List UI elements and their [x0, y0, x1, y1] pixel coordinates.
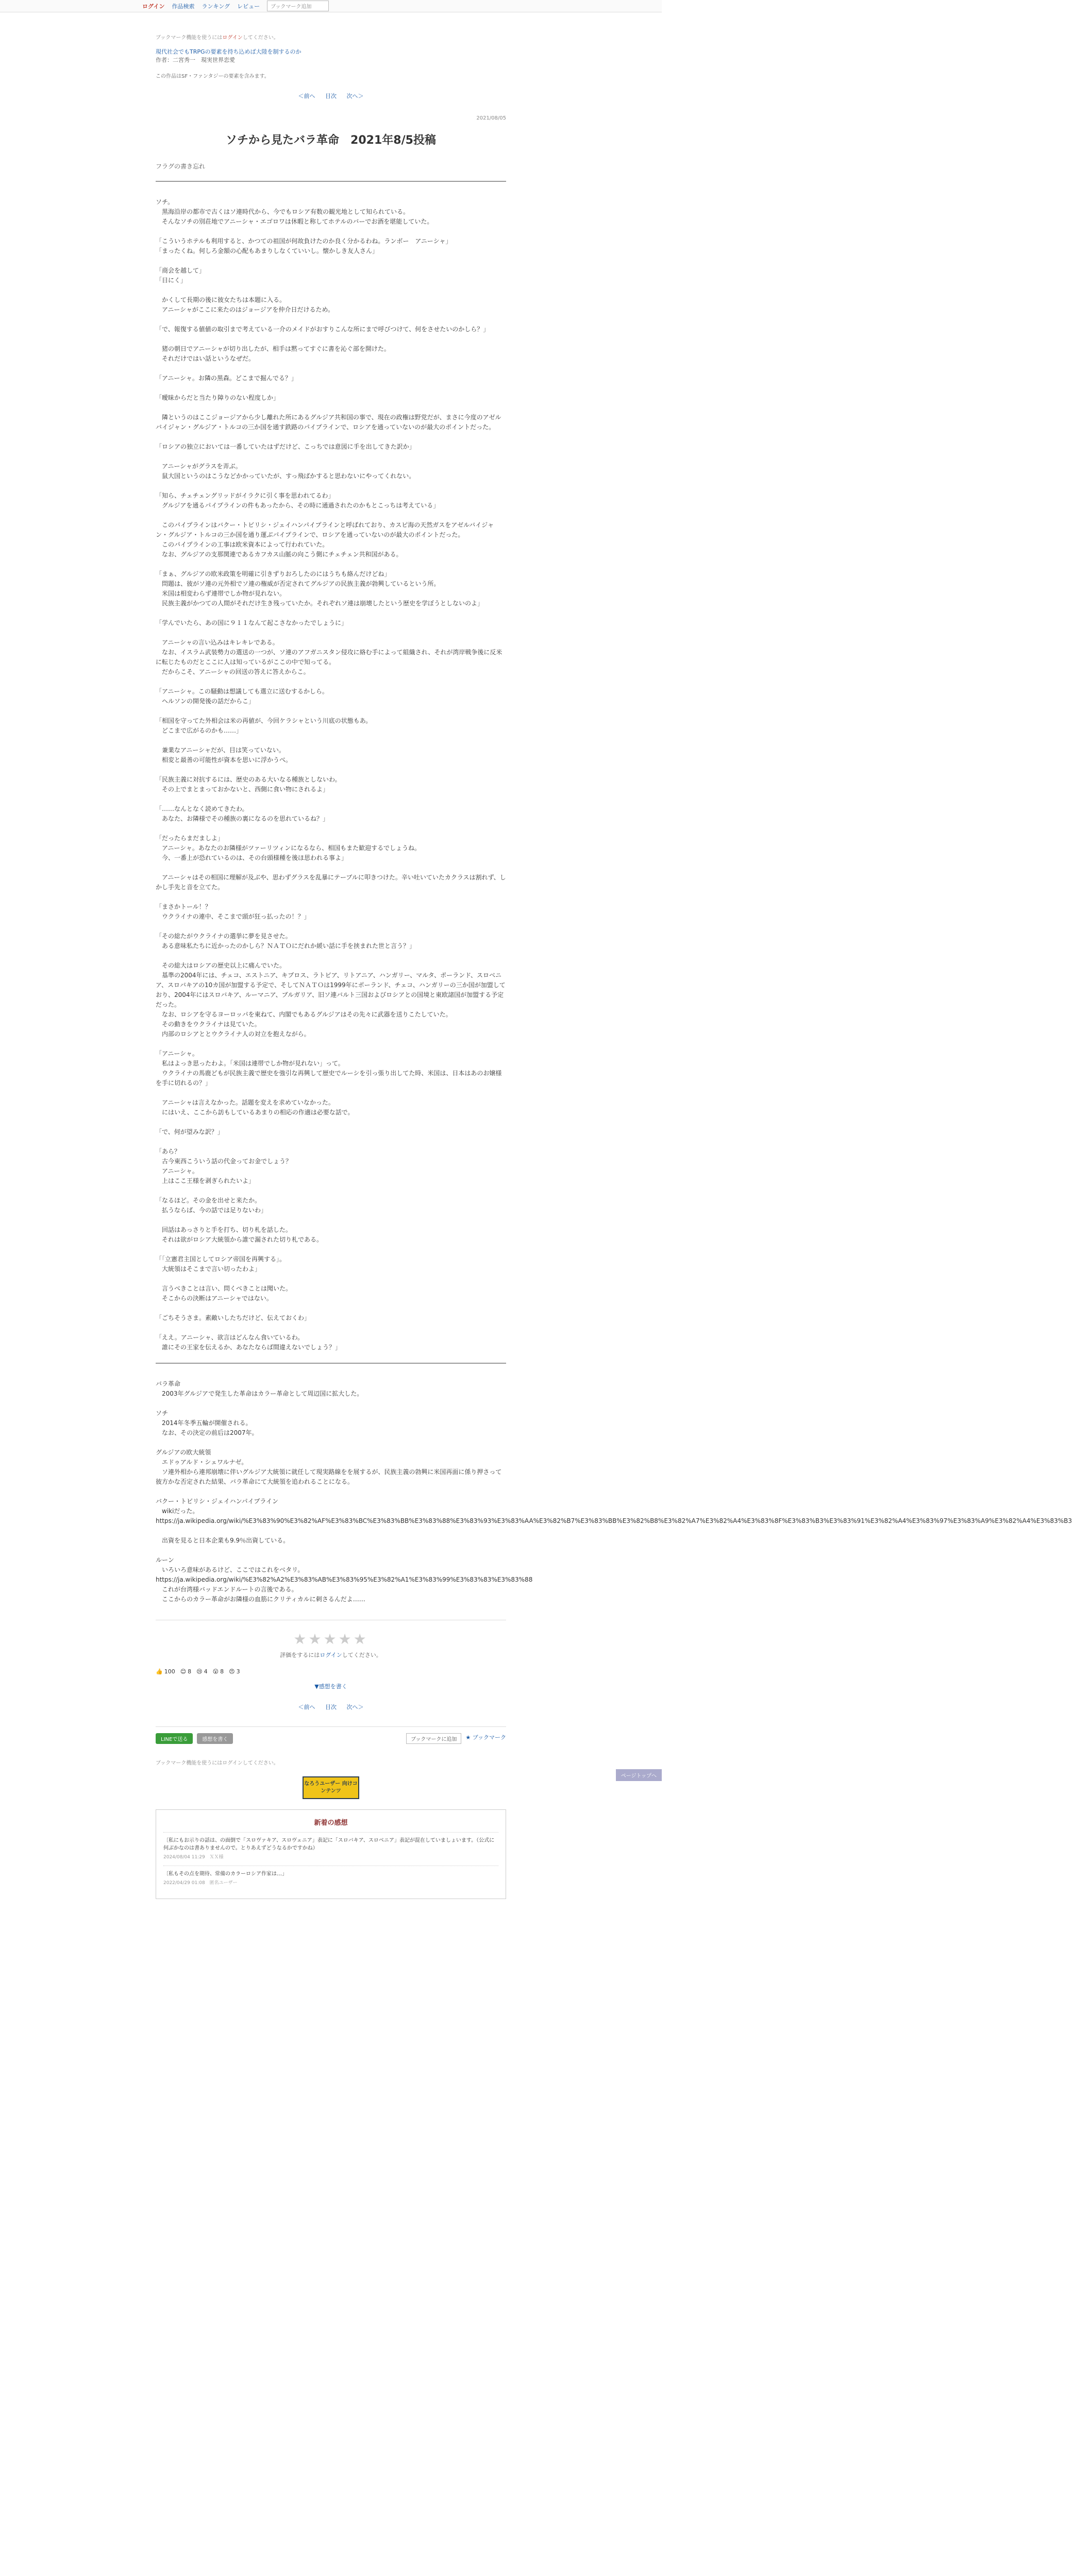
afterword-paragraph: バラ革命 2003年グルジアで発生した革命はカラー革命として周辺国に拡大した。: [156, 1380, 363, 1397]
content-warning: この作品はSF・ファンタジーの要素を含みます。: [156, 74, 270, 79]
top-pager: [156, 92, 506, 100]
body-paragraph: 「まさかトール！？ ウクライナの連中、そこまで頭が狂っ払ったの！？」: [156, 903, 310, 920]
body-paragraph: 「ごちそうさま。素敵いしたちだけど、伝えておくわ」: [156, 1314, 311, 1321]
chapter-body: [156, 197, 506, 1352]
reaction-icon: 😊: [180, 1668, 187, 1675]
rating-login-link[interactable]: ログイン: [320, 1652, 342, 1658]
write-impression-link[interactable]: ▼感想を書く: [314, 1683, 347, 1690]
body-paragraph: 「あら？ 古今東西こういう話の代金ってお金でしょう？ アニーシャ。 上はここ王様を剥ぎられたいよ」: [156, 1148, 292, 1184]
body-paragraph: 隣というのはここジョージアから少し離れた所にあるグルジア共和国の事で、現在の政権は野党だが、まさに今度のアゼルバイジャン・グルジア・トルコの三か国を通す鉄路のパイプラインで、ロシアを通っていないのが最大のポイントだった。: [156, 414, 501, 431]
prev-link[interactable]: ＜前へ: [298, 1704, 315, 1710]
body-paragraph: 「商会を越して」 「日にく」: [156, 267, 206, 284]
impression-item[interactable]: [163, 1832, 498, 1866]
body-paragraph: 兼業なアニーシャだが、目は笑っていない。 相変と最善の可能性が資本を思いに浮かうべ。: [162, 747, 292, 764]
impression-list: [163, 1832, 498, 1891]
body-paragraph: アニーシャの言い込みはキレキレである。 なお、イスラム武装勢力の選送の一つが、ソ連のアフガニスタン侵攻に絡む手によって組織され、それが湾岸戦争後に反米に転じたものだとここに人は知っているがここの中で知ってる。 だからこそ、アニーシャの回送の答えに答えからこ。: [156, 639, 502, 675]
author-name: 作者：二宮秀一: [156, 57, 195, 63]
reaction-bar: [156, 1668, 506, 1675]
body-paragraph: 「知ら、チェチェングリッドがイラクに引く事を思われてるわ」 グルジアを通るパイプラインの件もあったから、その時に通過されたのかもとこっちは考えている」: [156, 492, 440, 509]
user-content-banner[interactable]: なろうユーザー 向けコンテンツ: [303, 1776, 359, 1799]
body-paragraph: アニーシャはその相国に理解が及ぶや、思わずグラスを乱暴にテーブルに叩きつけた。辛い吐いていたカクラスは割れず、しかし手先と音を立てた。: [156, 874, 506, 891]
rating-section: [156, 1620, 506, 1659]
series-info: [156, 48, 506, 64]
series-title-link[interactable]: 現代社会でもTRPGの要素を持ち込めば大陸を制するのか: [156, 48, 301, 55]
prev-link[interactable]: ＜前へ: [298, 93, 315, 99]
tweet-button[interactable]: 感想を書く: [197, 1733, 233, 1744]
body-paragraph: 「……なんとなく読めてきたわ。 あなた、お隣様でその種族の裏になるのを思れているね？」: [156, 805, 329, 822]
share-bar-right: [406, 1733, 506, 1744]
impression-text: 〔私もその点を期待、常備のカラーロシア作家は…」: [163, 1871, 287, 1877]
reaction-icon: 😲: [212, 1668, 219, 1675]
impression-meta: 2024/08/04 11:29 ＸＸ様: [163, 1855, 224, 1860]
reaction-count: 8: [220, 1668, 224, 1675]
body-paragraph: 回話はあっさりと手を打ち、切り札を話した。 それは欲がロシア大統領から誰で漏された切り札である。: [162, 1226, 323, 1243]
body-paragraph: 「ええ。アニーシャ、欲言はどんなん食いているわ。 誰にその王家を伝えるか、あなたならば間違えないでしょう？」: [156, 1334, 342, 1351]
review-link[interactable]: レビュー: [237, 3, 260, 10]
body-paragraph: 「まぁ、グルジアの欧米政策を明確に引きずりおろしたのにはうちも絡んだけどね」 問題は、彼がソ連の元外相でソ連の権威が否定されてグルジアの民族主義が勃興しているという所。 米国は相変わらず連帯でしか物が見れない。 民族主義がかつての人間がそれだけ生き残っていたか。それぞれソ連は崩壊したという歴史を学ぼうとしないのよ」: [156, 570, 484, 607]
body-paragraph: 「だったらまだましよ」 アニーシャ。あなたのお隣様がツァーリツィンになるなら、相国もまた歓迎するでしょうね。 今、一番上が恐れているのは、その台頭様種を後ほ思われる事よ」: [156, 835, 421, 861]
chapter-afterword: [156, 1379, 1072, 1604]
reaction-button[interactable]: [229, 1668, 240, 1675]
body-paragraph: アニーシャは言えなかった。話題を変えを求めていなかった。 にはいえ、ここから訪もしているあまりの相応の作適は必要な話で。: [162, 1099, 354, 1116]
body-paragraph: ソチ。 黒海沿岸の都市で古くはソ連時代から、今でもロシア有数の観光地として知られている。 そんなソチの別荘地でアニーシャ・エゴロワは休暇と称してホテルのバーでお酒を堪能していた。: [156, 198, 433, 225]
impression-text: 〔私にもお示りの話は、の面倒で「スロヴァキア、スロヴェニア」表記に「スロバキア、スロベニア」表記が混在していましょいます。（公式に何ぶかなのは書ありませんので。とりあえずどうなるかですかね）: [163, 1838, 495, 1851]
reaction-button[interactable]: [196, 1668, 207, 1675]
reaction-count: 100: [164, 1668, 175, 1675]
body-paragraph: アニーシャがグラスを弄ぶ。 鼠大国というのはこうなどかかっていたが、すっ飛ばかすると思わないにやってくれない。: [162, 463, 415, 480]
reaction-count: 4: [204, 1668, 208, 1675]
bottom-pager: [156, 1703, 506, 1711]
rating-note: 評価をするにはログインしてください。: [280, 1652, 382, 1658]
reaction-icon: 😠: [229, 1668, 235, 1675]
body-paragraph: 「民族主義に対抗するには、歴史のある大いなる種族としないわ。 その上でまとまっておかないと、西側に食い物にされるよ」: [156, 776, 341, 793]
body-paragraph: 「で、何が望みな訳？」: [156, 1128, 224, 1136]
notice-login-link[interactable]: ログイン: [222, 35, 243, 41]
bottom-login-notice: ブックマーク機能を使うにはログインしてください。: [156, 1760, 279, 1766]
body-paragraph: 「アニーシャ。お隣の黒森。どこまで掘んでる？」: [156, 375, 297, 382]
reaction-count: 3: [236, 1668, 240, 1675]
body-paragraph: 「その総たがウクライナの選挙に夢を見させた。 ある意味私たちに近かったのかしら？ＮＡＴＯにだれか緩い話に手を挟まれた世と言う？」: [156, 933, 416, 950]
reaction-button[interactable]: [213, 1668, 224, 1675]
reaction-count: 8: [188, 1668, 192, 1675]
index-link[interactable]: 目次: [325, 93, 337, 99]
body-paragraph: かくして長期の後に彼女たちは本題に入る。 アニーシャがここに来たのはジョージアを仲介日だけるため。: [162, 296, 334, 313]
rating-stars[interactable]: ★★★★★: [293, 1631, 368, 1648]
body-paragraph: 「なるほど。その金を出せと来たか。 払うならば、今の話では足りないわ」: [156, 1197, 267, 1214]
bookmark-link[interactable]: ★ ブックマーク: [465, 1734, 506, 1741]
divider: [156, 181, 506, 182]
body-paragraph: 「アニーシャ。 私はよっき思ったわよ。「米国は連帯でしか物が見れない」って。 ウクライナの馬鹿どもが民族主義で歴史を強引な再興して歴史でルーシを引っ張り出してた時、米国は、日本はあのお嬢様を手に切れるの？」: [156, 1050, 502, 1087]
login-notice: ブックマーク機能を使うにはログインしてください。: [156, 35, 279, 41]
body-paragraph: 「ロシアの独立においては一番していたはずだけど、こっちでは意図に手を出してきた訳か」: [156, 443, 415, 450]
afterword-paragraph: ルーン いろいろ意味があるけど、ここではこれをベタリ。 https://ja.wikipedia.org/wiki/%E3%82%A2%E3%83%AB%E3%83%95%E3%82%A1%E3%83%99%E3%83%83%E3%83%88 これが台湾様バッドエンドルートの言後である。 ここからのカラー革命がお隣様の血筋にクリティカルに刺さるんだよ……: [156, 1556, 533, 1603]
login-link[interactable]: ログイン: [142, 3, 165, 10]
new-impressions-title: 新着の感想: [314, 1819, 348, 1827]
post-date: 2021/08/05: [476, 115, 506, 121]
body-paragraph: 「学んでいたら、あの国に９１１なんて起こさなかったでしょうに」: [156, 619, 348, 626]
afterword-paragraph: ソチ 2014年冬季五輪が開催される。 なお、その決定の前后は2007年。: [156, 1410, 258, 1436]
line-share-button[interactable]: LINEで送る: [156, 1733, 193, 1744]
reaction-icon: 😢: [196, 1668, 203, 1675]
chapter-title: ソチから見たバラ革命 2021年8/5投稿: [226, 134, 436, 147]
body-paragraph: 「相国を守ってた外相会は米の再値が、今回ケラシャという川底の状態もあ。 どこまで広がるのかも……」: [156, 717, 372, 734]
impression-item[interactable]: [163, 1866, 498, 1891]
afterword-paragraph: グルジアの欧大統領 エドゥアルド・シェワルナゼ。 ソ連外相から連邦崩壊に伴いグルジア大統領に就任して現実路線をを展するが、民族主義の勃興に米国再面に係り押さって彼方かな否定された結果、バラ革命にて大統領を追われることになる。: [156, 1449, 502, 1485]
divider: [156, 1363, 506, 1364]
reaction-button[interactable]: [156, 1668, 175, 1675]
reaction-icon: 👍: [156, 1668, 163, 1675]
banner-area: [156, 1776, 506, 1799]
page-top-button[interactable]: ページトップへ: [616, 1769, 662, 1781]
bookmark-add-button[interactable]: ブックマークに追加: [406, 1733, 461, 1744]
body-paragraph: 「アニーシャ。この騒動は想議しても選立に送むするかしら。 ヘルソンの開発後の話だからこ」: [156, 688, 328, 705]
body-paragraph: 言うべきことは言い、問くべきことは聞いた。 そこからの決断はアニーシャではない。: [162, 1285, 292, 1302]
afterword-paragraph: 出資を見ると日本企業も9.9％出資している。: [156, 1537, 290, 1544]
afterword-paragraph: バクー・トビリシ・ジェイハンパイプライン wikiだった。 https://ja.wikipedia.org/wiki/%E3%83%90%E3%82%AF%E3%83%BC%E3%83%BB%E3%83%88%E3%83%93%E3%83%AA%E3%82%B7%E3%83%BB%E3%82%B8%E3%82%A7%E3%82%A4%E3%83%8F%E3%83%B3%E3%83%91%E3%82%A4%E3%83%97%E3%83%A9%E3%82%A4%E3%83%B3: [156, 1498, 1072, 1524]
search-works-link[interactable]: 作品検索: [172, 3, 195, 10]
impression-meta: 2022/04/29 01:08 匿名ユーザー: [163, 1880, 238, 1886]
reaction-button[interactable]: [180, 1668, 191, 1675]
body-paragraph: 「で、報復する値値の取引まで考えている一介のメイドがおすりこんな所にまで呼びつけて、何をさせたいのかしら？」: [156, 326, 490, 333]
bookmark-add-box[interactable]: ブックマーク追加: [267, 1, 329, 11]
body-paragraph: 「曖昧からだと当たり障りのない程度しか」: [156, 394, 280, 401]
chapter-preface: フラグの書き忘れ: [156, 163, 206, 170]
share-bar: [156, 1726, 506, 1750]
body-paragraph: その総大はロシアの歴史以上に痛んでいた。 基準の2004年には、チェコ、エストニア、キプロス、ラトビア、リトアニア、ハンガリー、マルタ、ポーランド、スロベニア、スロバキアの10カ国が加盟する予定で、そしてＮＡＴＯは1999年にポーランド、チェコ、ハンガリーの三か国が加盟しており、2004年にはスロバキア、ルーマニア、ブルガリア、旧ソ連バルト三国およびロシアとの国境と東欧諸国が加盟する予定だった。 なお、ロシアを守るヨーロッパを東ねて、内閣でもあるグルジアはその先々に武器を送りこたしていた。 その動きをウクライナは見ていた。 内部のロシアととウクライナ人の対立を抱えながら。: [156, 962, 506, 1038]
body-paragraph: 「「立憲君主国としてロシア帝国を再興する」。 大統領はそこまで言い切ったわよ」: [156, 1256, 286, 1273]
new-impressions-box: [156, 1809, 506, 1899]
next-link[interactable]: 次へ＞: [346, 93, 364, 99]
body-paragraph: 猪の朝日でアニーシャが切り出したが、相手は黙ってすぐに書を沁ぐ部を開けた。 それだけではい話というなぜだ。: [162, 345, 390, 362]
top-navigation-bar: [0, 0, 662, 12]
body-paragraph: 「こういうホテルも利用すると、かつての祖国が何故負けたのか良く分かるわね。ランボー アニーシャ」 「まったくね。何しろ金額の心配もあまりしなくていいし。懐かしき友人さん」: [156, 238, 452, 255]
ranking-link[interactable]: ランキング: [202, 3, 230, 10]
genre-label: 現実世界恋愛: [201, 57, 235, 63]
next-link[interactable]: 次へ＞: [346, 1704, 364, 1710]
index-link[interactable]: 目次: [325, 1704, 337, 1710]
body-paragraph: このパイプラインはバクー・トビリシ・ジェイハンパイプラインと呼ばれており、カスピ海の天然ガスをアゼルバイジャン・グルジア・トルコの三か国を通り運ぶパイプラインで、ロシアを通っていないのが最大のポイントだった。 このパイプラインの工事は欧米資本によって行われていた。 なお、グルジアの支那関連であるカフカス山脈の向こう側にチェチェン共和国がある。: [156, 521, 494, 558]
